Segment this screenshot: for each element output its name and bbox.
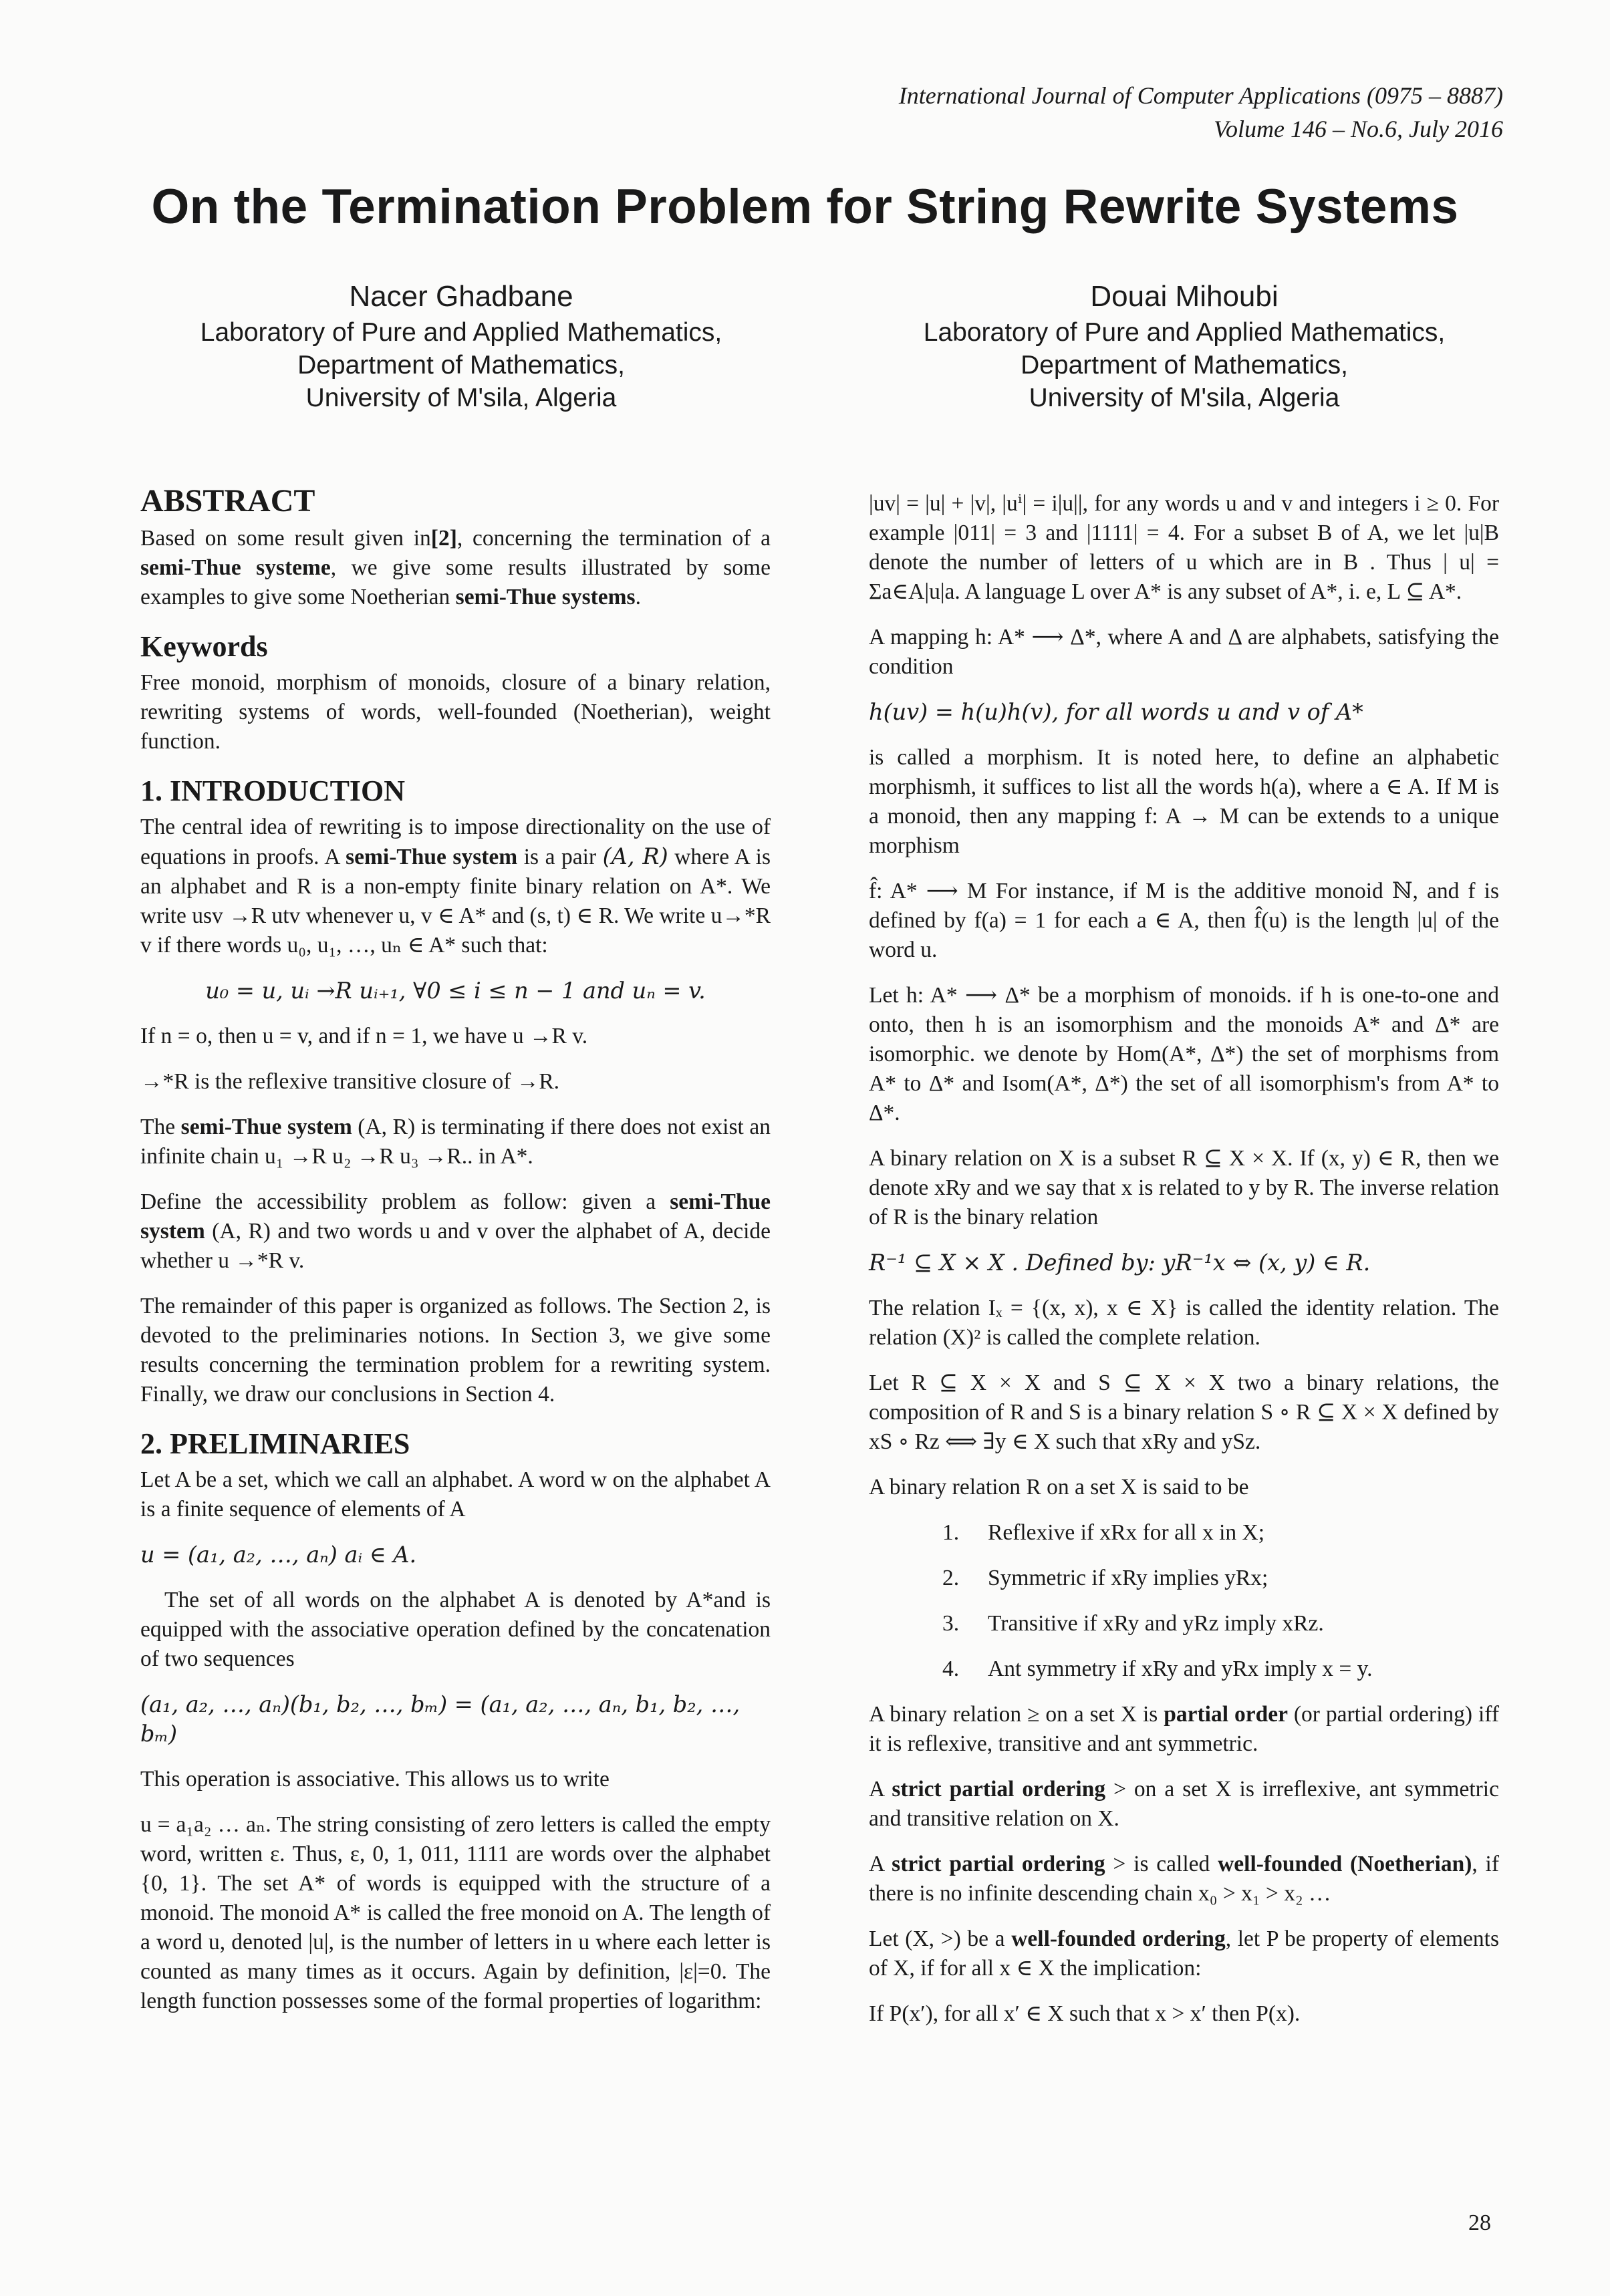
- author-name: Nacer Ghadbane: [349, 280, 573, 313]
- prelim-equation-1: u = (a₁, a₂, …, aₙ) aᵢ ∈ A.: [140, 1542, 417, 1568]
- author-department: Department of Mathematics,: [297, 351, 625, 380]
- intro-paragraph-5: Define the accessibility problem as follow: given a semi-Thue system (A, R) and two words u and v over the alphabet of A, decide whether u →*R v.: [140, 1189, 771, 1273]
- intro-heading: 1. INTRODUCTION: [140, 774, 406, 807]
- keywords-heading: Keywords: [140, 630, 268, 663]
- right-paragraph-2: A mapping h: A* ⟶ Δ*, where A and Δ are alphabets, satisfying the condition: [869, 625, 1499, 679]
- keywords-text: Free monoid, morphism of monoids, closure of a binary relation, rewriting systems of words, well-founded (Noetherian), weight function.: [140, 670, 771, 754]
- prelim-paragraph-1: Let A be a set, which we call an alphabet. A word w on the alphabet A is a finite sequence of elements of A: [140, 1467, 771, 1522]
- prelim-paragraph-4: u = a₁a₂ … aₙ. The string consisting of zero letters is called the empty word, written ε. Thus, ε, 0, 1, 011, 1111 are words over the alphabet {0, 1}. The set A* of words is equipped with the structure of a monoid. The monoid A* is called the free monoid on A. The length of a word u, denoted |u|, is the number of letters in u where each letter is counted as many times as it occurs. Again by definition, |ε|=0. The length function possesses some of the formal properties of logarithm:: [140, 1812, 771, 2013]
- prelim-paragraph-2: The set of all words on the alphabet A is denoted by A*and is equipped with the associative operation defined by the concatenation of two sequences: [140, 1588, 771, 1671]
- intro-paragraph-2: If n = o, then u = v, and if n = 1, we have u →R v.: [140, 1024, 588, 1048]
- right-equation-2: R⁻¹ ⊆ X × X . Defined by: yR⁻¹x ⇔ (x, y) ∈ R.: [869, 1250, 1371, 1276]
- right-paragraph-11: A strict partial ordering > on a set X is irreflexive, ant symmetric and transitive relation on X.: [869, 1777, 1499, 1831]
- right-paragraph-8: Let R ⊆ X × X and S ⊆ X × X two a binary relations, the composition of R and S is a binary relation S ∘ R ⊆ X × X defined by xS ∘ Rz ⟺ ∃y ∈ X such that xRy and ySz.: [869, 1371, 1499, 1454]
- right-paragraph-14: If P(x′), for all x′ ∈ X such that x > x′ then P(x).: [869, 2001, 1301, 2026]
- author-affiliation: Laboratory of Pure and Applied Mathematics,: [923, 318, 1446, 347]
- right-paragraph-1: |uv| = |u| + |v|, |uⁱ| = i|u||, for any words u and v and integers i ≥ 0. For example |011| = 3 and |1111| = 4. For a subset B of A, we let |u|B denote the number of letters of u which are in B . Thus | u| = Σa∈A|u|a. A language L over A* is any subset of A*, i. e, L ⊆ A*.: [869, 491, 1499, 604]
- author-university: University of M'sila, Algeria: [305, 384, 617, 412]
- list-item: 1. Reflexive if xRx for all x in X;: [942, 1520, 1265, 1545]
- author-university: University of M'sila, Algeria: [1029, 384, 1340, 412]
- prelim-heading: 2. PRELIMINARIES: [140, 1427, 410, 1460]
- author-affiliation: Laboratory of Pure and Applied Mathematics,: [200, 318, 722, 347]
- intro-equation: u₀ = u, uᵢ →R uᵢ₊₁, ∀0 ≤ i ≤ n − 1 and uₙ = v.: [205, 978, 706, 1004]
- right-paragraph-5: Let h: A* ⟶ Δ* be a morphism of monoids. if h is one-to-one and onto, then h is an isomorphism and the monoids A* and Δ* are isomorphic. we denote by Hom(A*, Δ*) the set of morphisms from A* to Δ* and Isom(A*, Δ*) the set of all isomorphism's from A* to Δ*.: [869, 983, 1499, 1125]
- abstract-text: Based on some result given in[2], concerning the termination of a semi-Thue systeme, we give some results illustrated by some examples to give some Noetherian semi-Thue systems.: [140, 526, 771, 609]
- right-paragraph-4: f̂: A* ⟶ M For instance, if M is the additive monoid ℕ, and f is defined by f(a) = 1 for each a ∈ A, then f̂(u) is the length |u| of the word u.: [869, 879, 1499, 962]
- journal-volume: Volume 146 – No.6, July 2016: [1214, 116, 1503, 142]
- author-block-1: [127, 277, 795, 414]
- right-paragraph-6: A binary relation on X is a subset R ⊆ X × X. If (x, y) ∈ R, then we denote xRy and we say that x is related to y by R. The inverse relation of R is the binary relation: [869, 1146, 1499, 1230]
- list-item: 4. Ant symmetry if xRy and yRx imply x = y.: [942, 1657, 1373, 1681]
- right-equation-1: h(uv) = h(u)h(v), for all words u and v of A*: [869, 699, 1363, 725]
- page-number: 28: [1468, 2210, 1491, 2235]
- journal-name: International Journal of Computer Applications (0975 – 8887): [898, 82, 1503, 109]
- author-block-2: [850, 277, 1518, 414]
- intro-paragraph-4: The semi-Thue system (A, R) is terminating if there does not exist an infinite chain u₁ →R u₂ →R u₃ →R.. in A*.: [140, 1115, 771, 1169]
- right-paragraph-3: is called a morphism. It is noted here, to define an alphabetic morphismh, it suffices to list all the words h(a), where a ∈ A. If M is a monoid, then any mapping f: A → M can be extends to a unique morphism: [869, 745, 1499, 858]
- intro-paragraph-6: The remainder of this paper is organized as follows. The Section 2, is devoted to the preliminaries notions. In Section 3, we give some results concerning the termination problem for a rewriting system. Finally, we draw our conclusions in Section 4.: [140, 1294, 771, 1407]
- prelim-paragraph-3: This operation is associative. This allows us to write: [140, 1767, 610, 1791]
- intro-paragraph-1: The central idea of rewriting is to impose directionality on the use of equations in proofs. A semi-Thue system is a pair (A, R) where A is an alphabet and R is a non-empty finite binary relation on A*. We write usv →R utv whenever u, v ∈ A* and (s, t) ∈ R. We write u→*R v if there words u₀, u₁, …, uₙ ∈ A* such that:: [140, 815, 771, 958]
- author-department: Department of Mathematics,: [1021, 351, 1348, 380]
- paper-title: On the Termination Problem for String Rewrite Systems: [151, 180, 1459, 234]
- right-paragraph-7: The relation Iₓ = {(x, x), x ∈ X} is called the identity relation. The relation (X)² is called the complete relation.: [869, 1296, 1499, 1350]
- right-column: [869, 489, 1499, 2045]
- list-item: 2. Symmetric if xRy implies yRx;: [942, 1566, 1268, 1590]
- abstract-heading: ABSTRACT: [140, 483, 315, 519]
- relation-properties-list: [869, 1518, 1499, 1684]
- right-paragraph-10: A binary relation ≥ on a set X is partial order (or partial ordering) iff it is reflexive, transitive and ant symmetric.: [869, 1702, 1499, 1756]
- author-name: Douai Mihoubi: [1090, 280, 1279, 313]
- list-item: 3. Transitive if xRy and yRz imply xRz.: [942, 1611, 1324, 1636]
- left-column: [140, 482, 771, 2032]
- right-paragraph-12: A strict partial ordering > is called well-founded (Noetherian), if there is no infinite descending chain x₀ > x₁ > x₂ …: [869, 1852, 1500, 1906]
- right-paragraph-9: A binary relation R on a set X is said to be: [869, 1475, 1249, 1499]
- right-paragraph-13: Let (X, >) be a well-founded ordering, let P be property of elements of X, if for all x ∈ X the implication:: [869, 1926, 1500, 1981]
- journal-header: [899, 79, 1503, 146]
- intro-paragraph-3: →*R is the reflexive transitive closure of →R.: [140, 1069, 560, 1094]
- prelim-equation-2: (a₁, a₂, …, aₙ)(b₁, b₂, …, bₘ) = (a₁, a₂, …, aₙ, b₁, b₂, …, bₘ): [140, 1691, 741, 1747]
